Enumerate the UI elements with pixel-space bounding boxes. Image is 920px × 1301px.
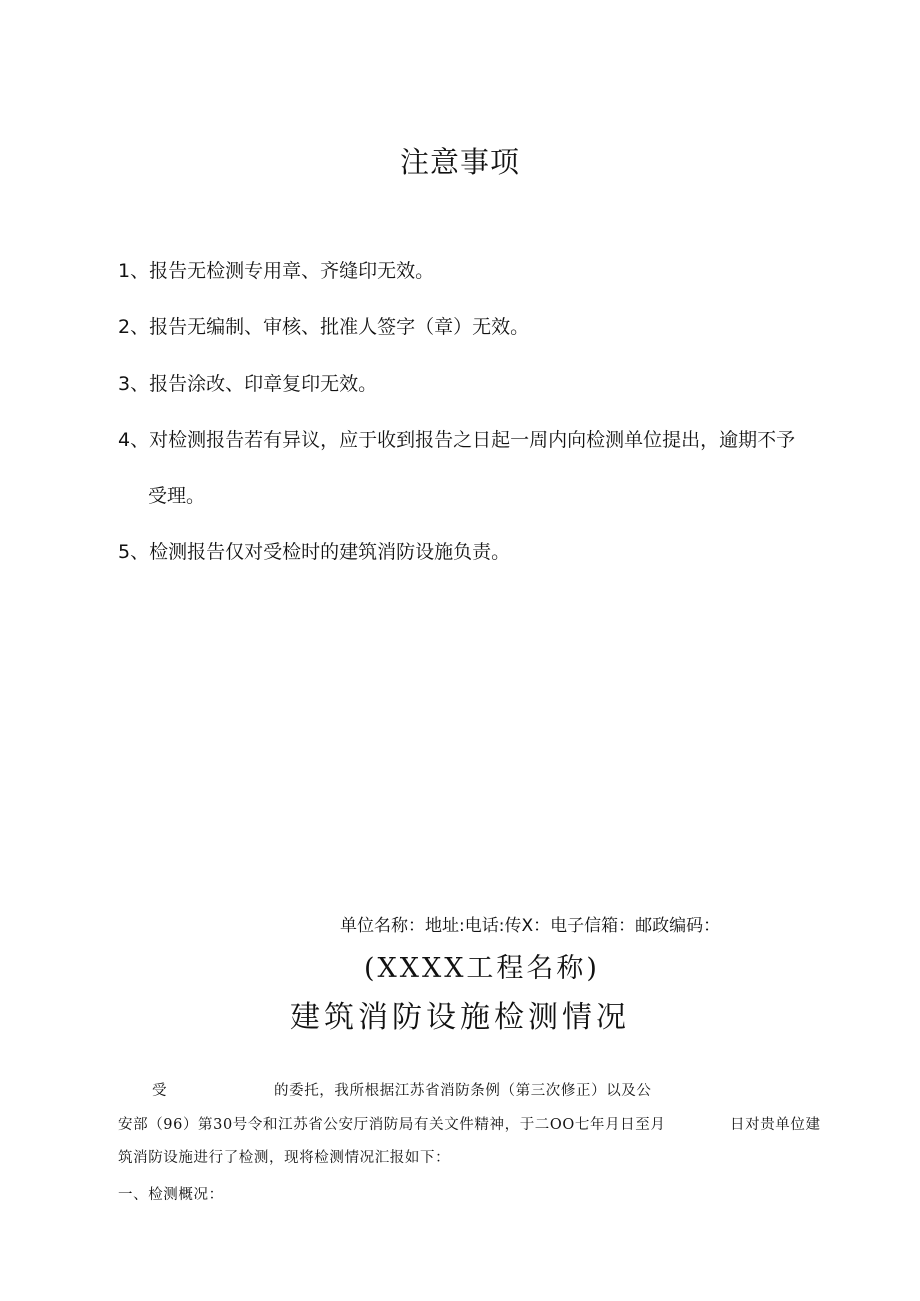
intro-line-2 [118,1114,828,1136]
intro-line-2-end: 日对贵单位建 [730,1117,821,1133]
notice-item-1: 1、报告无检测专用章、齐缝印无效。 [118,260,435,282]
intro-line-3: 筑消防设施进行了检测，现将检测情况汇报如下： [118,1150,451,1166]
notice-item-5: 5、检测报告仅对受检时的建筑消防设施负责。 [118,541,511,563]
project-name: (XXXX工程名称) [364,953,600,984]
intro-line-1-start: 受 [152,1083,168,1099]
notice-item-3: 3、报告涂改、印章复印无效。 [118,373,378,395]
notice-item-4: 4、对检测报告若有异议，应于收到报告之日起一周内向检测单位提出，逾期不予 [118,429,796,451]
notice-title: 注意事项 [399,145,520,179]
intro-line-2-start: 安部（96）第30号令和江苏省公安厅消防局有关文件精神，于二OO七年月日至月 [118,1117,666,1133]
report-title: 建筑消防设施检测情况 [290,1000,630,1035]
section-1-heading: 一、检测概况： [118,1187,224,1203]
intro-line-1 [152,1080,692,1102]
notice-item-4-continuation: 受理。 [148,485,206,507]
notice-item-2: 2、报告无编制、审核、批准人签字（章）无效。 [118,316,530,338]
intro-line-1-rest: 的委托，我所根据江苏省消防条例（第三次修正）以及公 [274,1083,652,1099]
unit-info-line: 单位名称：地址:电话:传X：电子信箱：邮政编码： [340,916,721,936]
